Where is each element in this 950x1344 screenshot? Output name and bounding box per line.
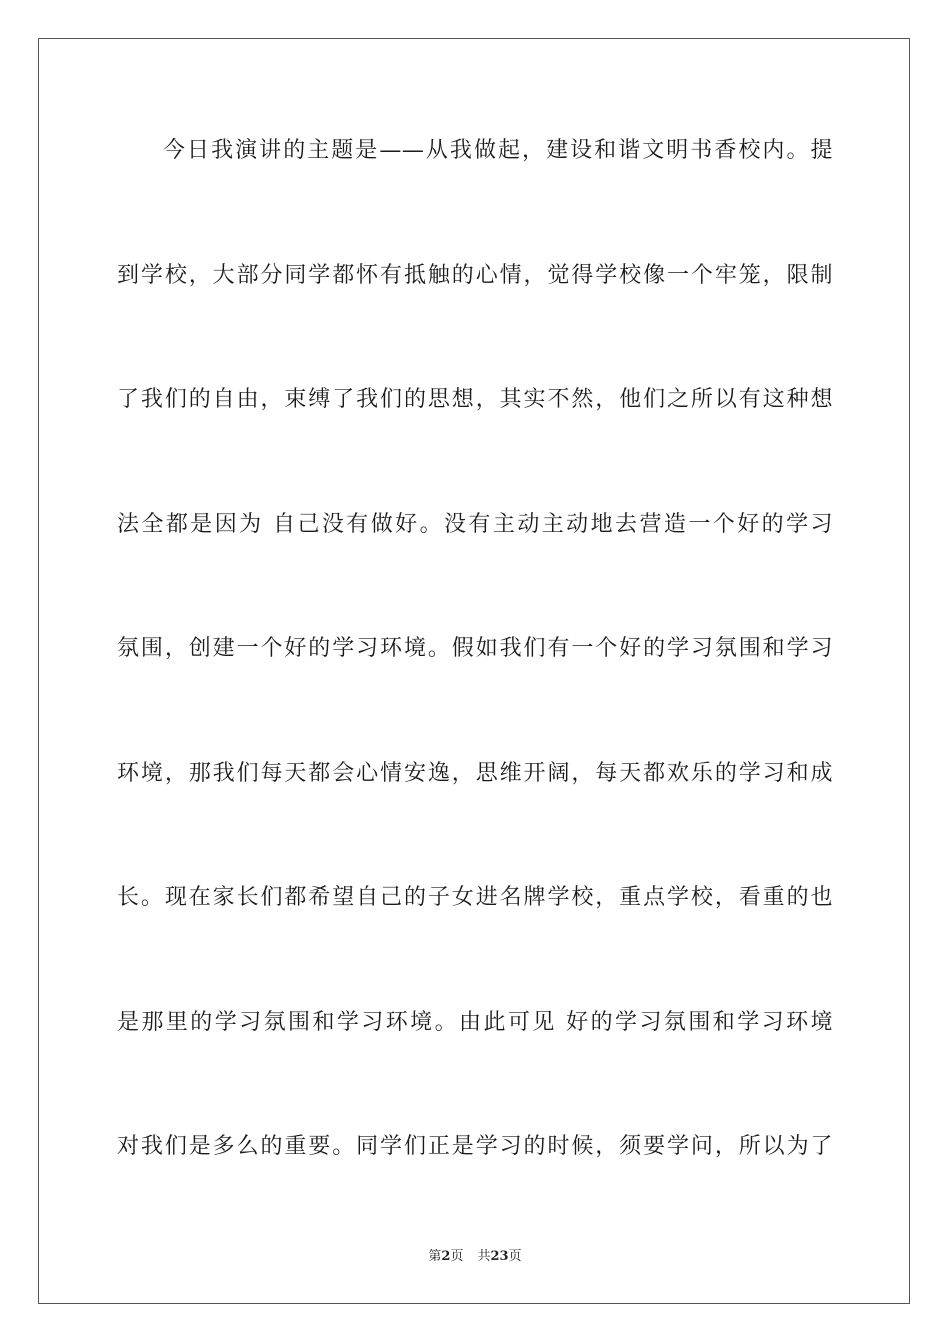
text-line-7: 长。现在家长们都希望自己的子女进名牌学校，重点学校，看重的也	[117, 885, 833, 910]
text-line-5: 氛围，创建一个好的学习环境。假如我们有一个好的学习氛围和学习	[117, 636, 833, 661]
document-body	[117, 126, 833, 1247]
page-number: 2	[441, 1249, 451, 1264]
text-line-2: 到学校，大部分同学都怀有抵触的心情，觉得学校像一个牢笼，限制	[117, 262, 833, 288]
total-suffix: 页	[508, 1249, 522, 1264]
page-prefix: 第	[428, 1249, 442, 1264]
text-line-9: 对我们是多么的重要。同学们正是学习的时候，须要学问，所以为了	[117, 1134, 833, 1159]
total-prefix: 共	[477, 1249, 491, 1264]
text-line-1: 今日我演讲的主题是——从我做起，建设和谐文明书香校内。提	[163, 138, 833, 163]
text-line-3: 了我们的自由，束缚了我们的思想，其实不然，他们之所以有这种想	[117, 387, 833, 412]
text-line-6: 环境，那我们每天都会心情安逸，思维开阔，每天都欢乐的学习和成	[117, 760, 833, 786]
text-line-8: 是那里的学习氛围和学习环境。由此可见 好的学习氛围和学习环境	[117, 1009, 833, 1035]
page-footer	[0, 1245, 950, 1264]
text-line-4: 法全都是因为 自己没有做好。没有主动主动地去营造一个好的学习	[117, 511, 833, 537]
total-pages: 23	[490, 1249, 509, 1264]
page-suffix: 页	[450, 1249, 464, 1264]
